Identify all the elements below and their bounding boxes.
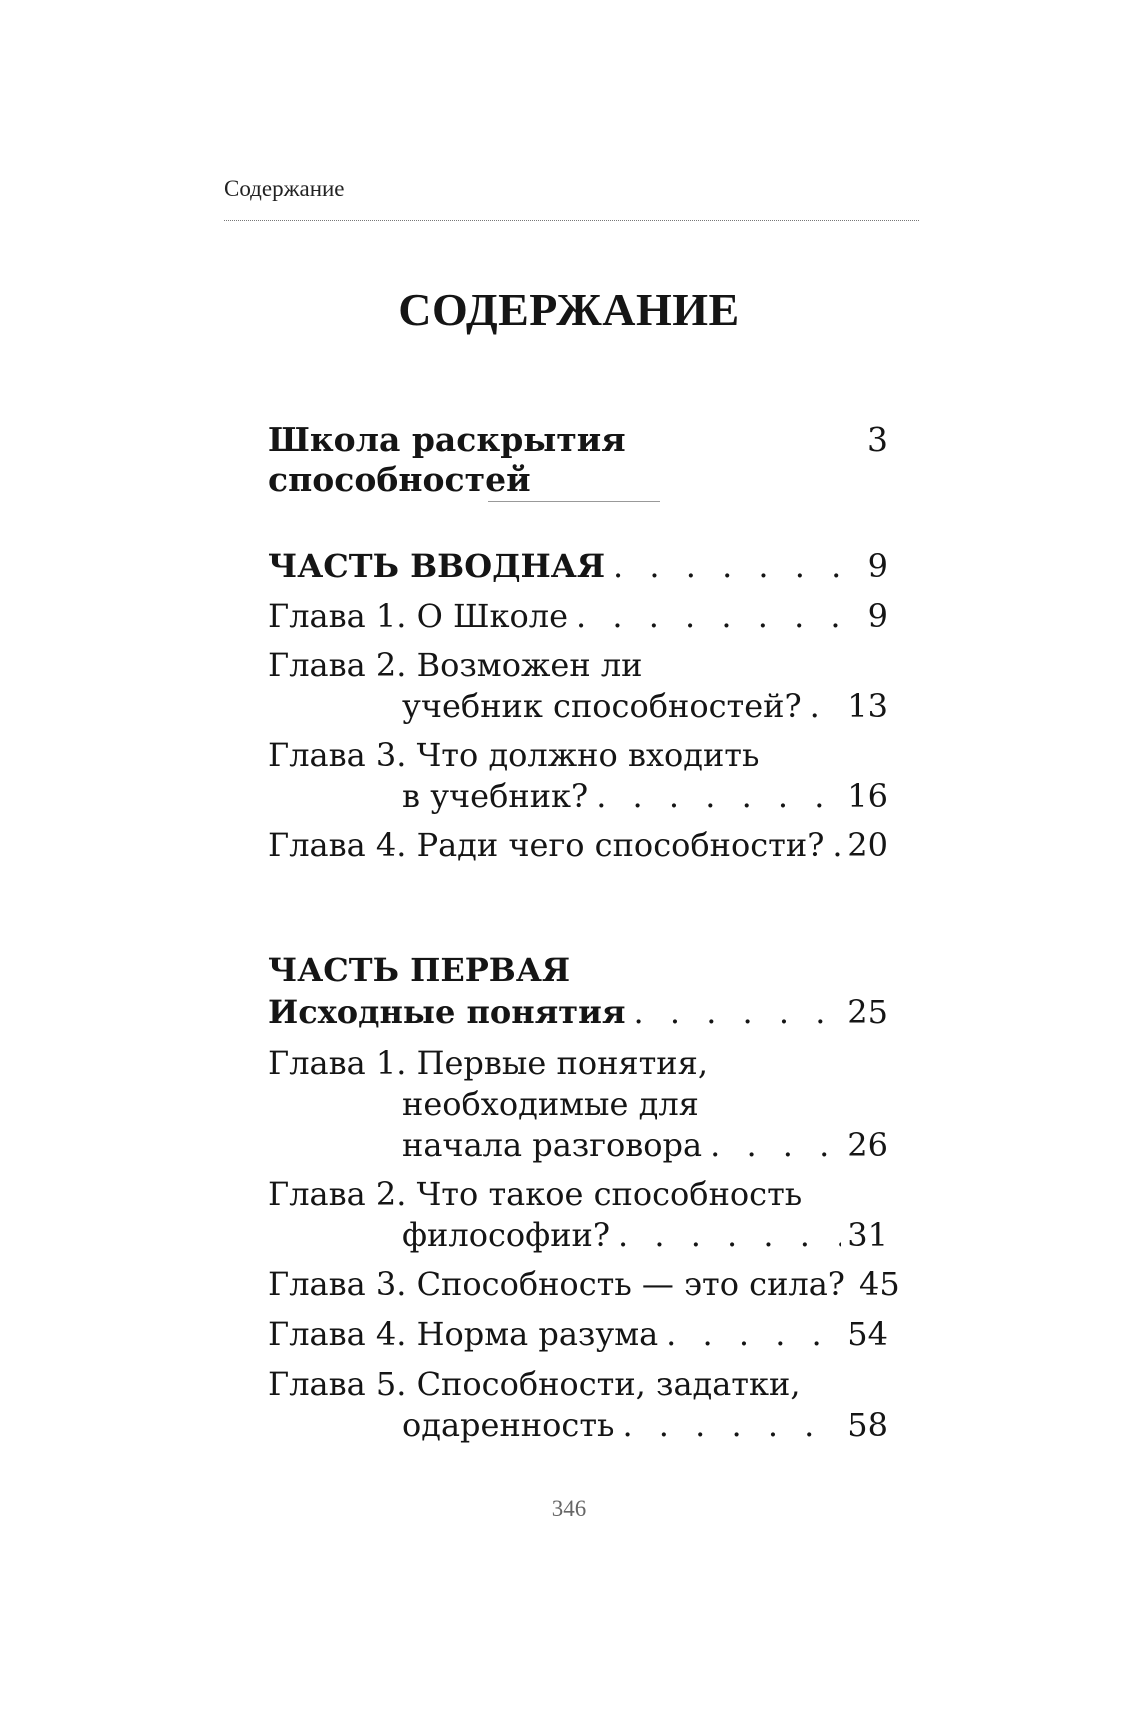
- toc-part-one-heading[interactable]: [268, 950, 888, 990]
- toc-entry-label: в учебник?: [402, 777, 589, 815]
- toc-entry-page: 58: [847, 1406, 888, 1444]
- toc-entry-label: начала разговора: [402, 1126, 703, 1164]
- dot-leader: [618, 1215, 841, 1255]
- dot-leader: [634, 992, 842, 1032]
- toc-entry-page: 26: [847, 1126, 888, 1164]
- toc-entry-label: Глава 4. Норма разума: [268, 1315, 659, 1353]
- toc-part-intro[interactable]: [268, 546, 888, 586]
- toc-entry-intro[interactable]: [268, 420, 888, 500]
- toc-entry-page: 54: [847, 1315, 888, 1353]
- toc-chapter-intro-3-line2[interactable]: [402, 776, 888, 816]
- toc-entry-label: Глава 5. Способности, задатки,: [268, 1365, 801, 1403]
- toc-chapter-one-2-line1[interactable]: [268, 1174, 888, 1214]
- toc-chapter-intro-3-line1[interactable]: [268, 735, 888, 775]
- toc-entry-page: 25: [847, 993, 888, 1031]
- header-dotted-rule: [224, 220, 919, 221]
- toc-chapter-intro-4[interactable]: [268, 825, 888, 865]
- toc-entry-page: 9: [867, 597, 888, 635]
- page-title: СОДЕРЖАНИЕ: [398, 284, 740, 335]
- toc-chapter-one-1-line3[interactable]: [402, 1125, 888, 1165]
- toc-chapter-one-1-line1[interactable]: [268, 1043, 888, 1083]
- toc-entry-page: 3: [867, 420, 888, 459]
- toc-entry-page: 9: [867, 547, 888, 585]
- toc-entry-page: 16: [847, 777, 888, 815]
- toc-chapter-intro-2-line2[interactable]: [402, 686, 888, 726]
- toc-part-one-subheading[interactable]: [268, 992, 888, 1032]
- toc-entry-label: Глава 3. Что должно входить: [268, 736, 760, 774]
- toc-entry-label: Глава 2. Возможен ли: [268, 646, 643, 684]
- page-number: 346: [551, 1496, 587, 1521]
- toc-entry-label: Глава 4. Ради чего способности?: [268, 826, 825, 864]
- toc-entry-page: 20: [847, 826, 888, 864]
- dot-leader: [576, 596, 860, 636]
- toc-chapter-one-2-line2[interactable]: [402, 1215, 888, 1255]
- dot-leader: [622, 1405, 841, 1445]
- running-head: Содержание: [224, 176, 345, 201]
- dot-leader: [613, 546, 860, 586]
- toc-entry-label: философии?: [402, 1216, 611, 1254]
- dot-leader: [810, 686, 842, 726]
- toc-part-heading: ЧАСТЬ ВВОДНАЯ: [268, 547, 606, 585]
- dot-leader: [596, 776, 841, 816]
- section-divider: [488, 501, 660, 502]
- toc-entry-label: Школа раскрытия способностей: [268, 420, 626, 499]
- toc-entry-label: необходимые для: [402, 1085, 699, 1123]
- toc-entry-label: Глава 2. Что такое способность: [268, 1175, 803, 1213]
- toc-part-subheading: Исходные понятия: [268, 993, 626, 1031]
- toc-entry-label: Глава 3. Способность — это сила?: [268, 1265, 845, 1303]
- toc-chapter-intro-1[interactable]: [268, 596, 888, 636]
- dot-leader: [832, 825, 841, 865]
- toc-chapter-one-4[interactable]: [268, 1314, 888, 1354]
- toc-entry-label: учебник способностей?: [402, 687, 802, 725]
- toc-entry-page: 31: [847, 1216, 888, 1254]
- toc-chapter-intro-2-line1[interactable]: [268, 645, 888, 685]
- toc-entry-label: Глава 1. О Школе: [268, 597, 569, 635]
- toc-chapter-one-1-line2[interactable]: [402, 1084, 888, 1124]
- toc-entry-label: одаренность: [402, 1406, 615, 1444]
- toc-chapter-one-3[interactable]: [268, 1264, 900, 1304]
- toc-entry-page: 13: [847, 687, 888, 725]
- toc-chapter-one-5-line1[interactable]: [268, 1364, 888, 1404]
- dot-leader: [666, 1314, 841, 1354]
- toc-part-heading: ЧАСТЬ ПЕРВАЯ: [268, 951, 571, 989]
- dot-leader: [710, 1125, 841, 1165]
- toc-entry-page: 45: [858, 1265, 900, 1303]
- toc-entry-label: Глава 1. Первые понятия,: [268, 1044, 708, 1082]
- toc-chapter-one-5-line2[interactable]: [402, 1405, 888, 1445]
